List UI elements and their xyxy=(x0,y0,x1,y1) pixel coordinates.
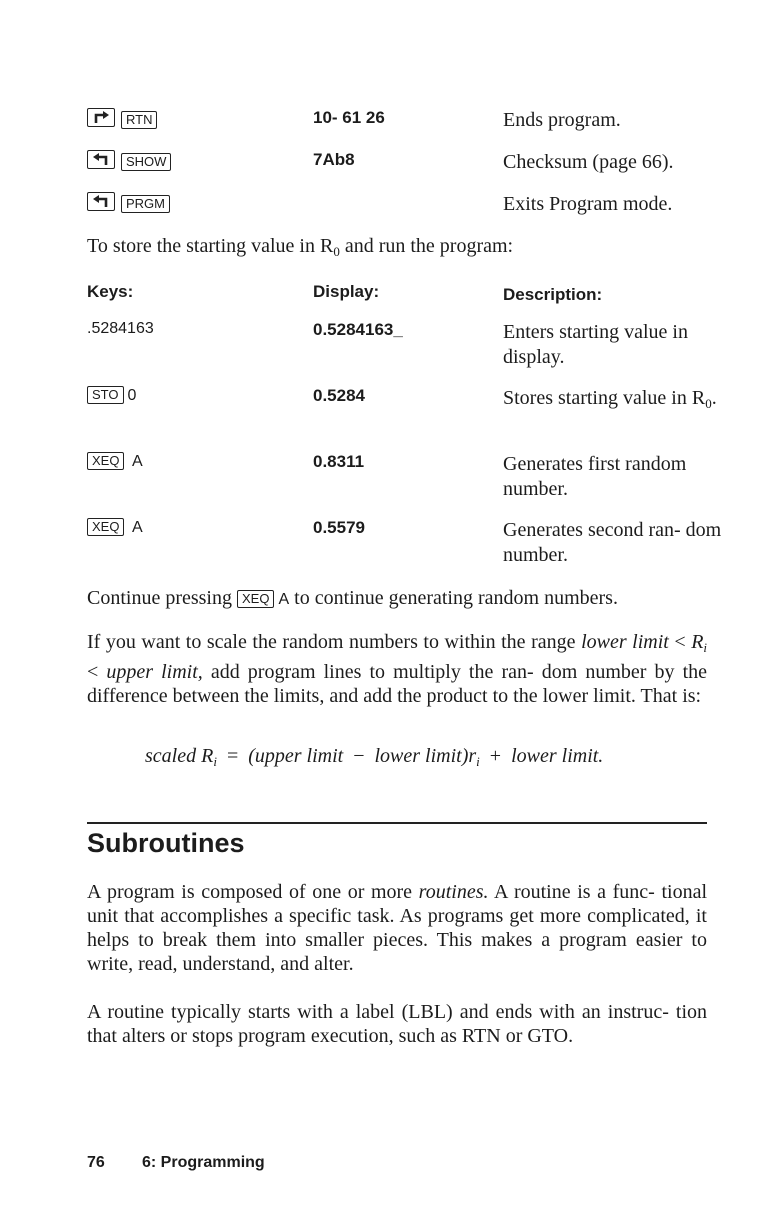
rtn-key: RTN xyxy=(121,111,157,129)
keys-header: Keys: xyxy=(87,282,134,301)
key-sequence xyxy=(87,192,174,214)
key-sequence xyxy=(87,108,161,130)
description: Checksum (page 66). xyxy=(503,151,674,173)
description-header: Description: xyxy=(503,285,603,304)
display-value: 0.5284 xyxy=(313,386,365,405)
key-sequence xyxy=(87,150,175,172)
left-shift-key xyxy=(87,150,115,169)
description: Ends program. xyxy=(503,109,621,131)
xeq-key: XEQ xyxy=(87,452,124,470)
description: Stores starting value in $R_0$. xyxy=(503,387,717,411)
display-value: 10- 61 26 xyxy=(313,108,385,127)
key-entry: XEQ A xyxy=(87,518,143,537)
continue-text: Continue pressing XEQ A to continue generating random numbers. xyxy=(87,587,618,609)
page-number: 76 xyxy=(87,1154,105,1171)
display-value: 0.5284163_ xyxy=(313,320,403,339)
display-header: Display: xyxy=(313,282,380,301)
description: Generates first random number. xyxy=(503,453,687,500)
show-key: SHOW xyxy=(121,153,171,171)
key-entry: STO 0 xyxy=(87,386,136,405)
description: Generates second ran- dom number. xyxy=(503,519,722,566)
section-title: Subroutines xyxy=(87,828,245,858)
section-divider xyxy=(87,822,707,824)
section-paragraph: A routine typically starts with a label (LBL) and ends with an instruc- tion that alters or stops program execution, such as RTN or GTO. xyxy=(87,1001,707,1047)
key-entry: .5284163 xyxy=(87,320,154,337)
left-shift-key xyxy=(87,192,115,211)
description: Exits Program mode. xyxy=(503,193,673,215)
formula: scaled $R_i$ = (upper limit − lower $limit)r_i$ + lower limit. xyxy=(145,745,604,769)
xeq-key: XEQ xyxy=(237,590,274,608)
intro-text: To store the starting value in $R_0$ and run the program: xyxy=(87,235,514,259)
display-value: 7Ab8 xyxy=(313,150,355,169)
xeq-key: XEQ xyxy=(87,518,124,536)
right-shift-key xyxy=(87,108,115,127)
sto-key: STO xyxy=(87,386,124,404)
scale-paragraph: If you want to scale the random numbers to within the range lower limit < $R_i$ < upper limit, add program lines to multiply the ran- dom number by the difference between the limits, and add the product to the lower limit. That is: xyxy=(87,631,708,707)
prgm-key: PRGM xyxy=(121,195,170,213)
key-entry: XEQ A xyxy=(87,452,143,471)
section-paragraph: A program is composed of one or more routines. A routine is a func- tional unit that accomplishes a specific task. As programs get more complicated, it helps to break them into smaller pieces. This makes a program easier to write, read, understand, and alter. xyxy=(87,881,707,975)
description: Enters starting value in display. xyxy=(503,321,688,368)
display-value: 0.8311 xyxy=(313,452,365,471)
chapter-title: 6: Programming xyxy=(142,1154,265,1171)
display-value: 0.5579 xyxy=(313,518,365,537)
